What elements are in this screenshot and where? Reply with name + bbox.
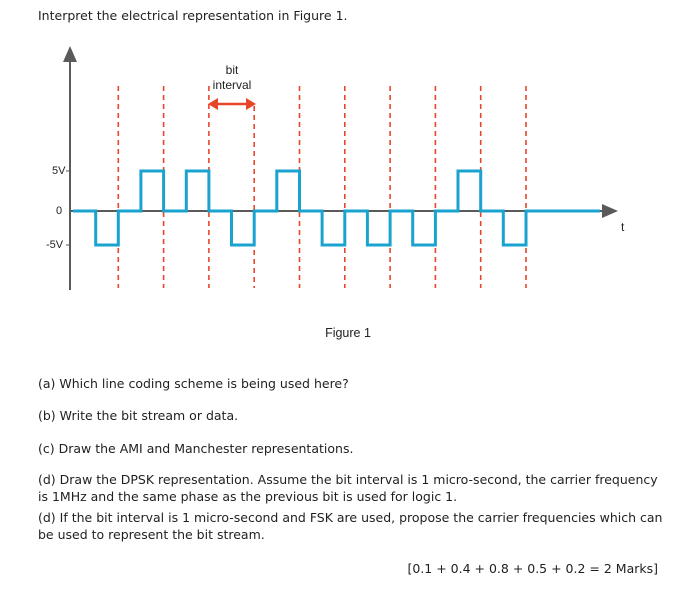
question-intro: Interpret the electrical representation in Figure 1.	[38, 8, 348, 23]
time-axis-arrowhead	[602, 204, 618, 218]
signal-waveform	[73, 171, 600, 245]
bit-interval-label-interval: interval	[212, 78, 252, 92]
level-label-0: 0	[56, 205, 63, 217]
level-label-neg5v: -5V	[46, 239, 64, 251]
question-part-c: (c) Draw the AMI and Manchester representations.	[38, 441, 354, 456]
question-part-d-fsk: (d) If the bit interval is 1 micro-second and FSK are used, propose the carrier frequencies which can be used to represent the bit stream.	[38, 510, 663, 542]
bit-interval-label-bit: bit	[225, 63, 239, 77]
question-part-d-dpsk: (d) Draw the DPSK representation. Assume the bit interval is 1 micro-second, the carrier frequency is 1MHz and the same phase as the previous bit is used for logic 1.	[38, 472, 658, 504]
level-label-5v: 5V	[52, 165, 66, 177]
time-axis-label: t	[621, 220, 625, 234]
question-part-a: (a) Which line coding scheme is being used here?	[38, 376, 349, 391]
figure-caption: Figure 1	[325, 326, 371, 340]
question-part-b: (b) Write the bit stream or data.	[38, 408, 239, 423]
bit-boundary-lines	[118, 86, 526, 288]
y-axis-arrowhead	[63, 46, 77, 62]
marks-breakdown: [0.1 + 0.4 + 0.8 + 0.5 + 0.2 = 2 Marks]	[407, 561, 658, 576]
